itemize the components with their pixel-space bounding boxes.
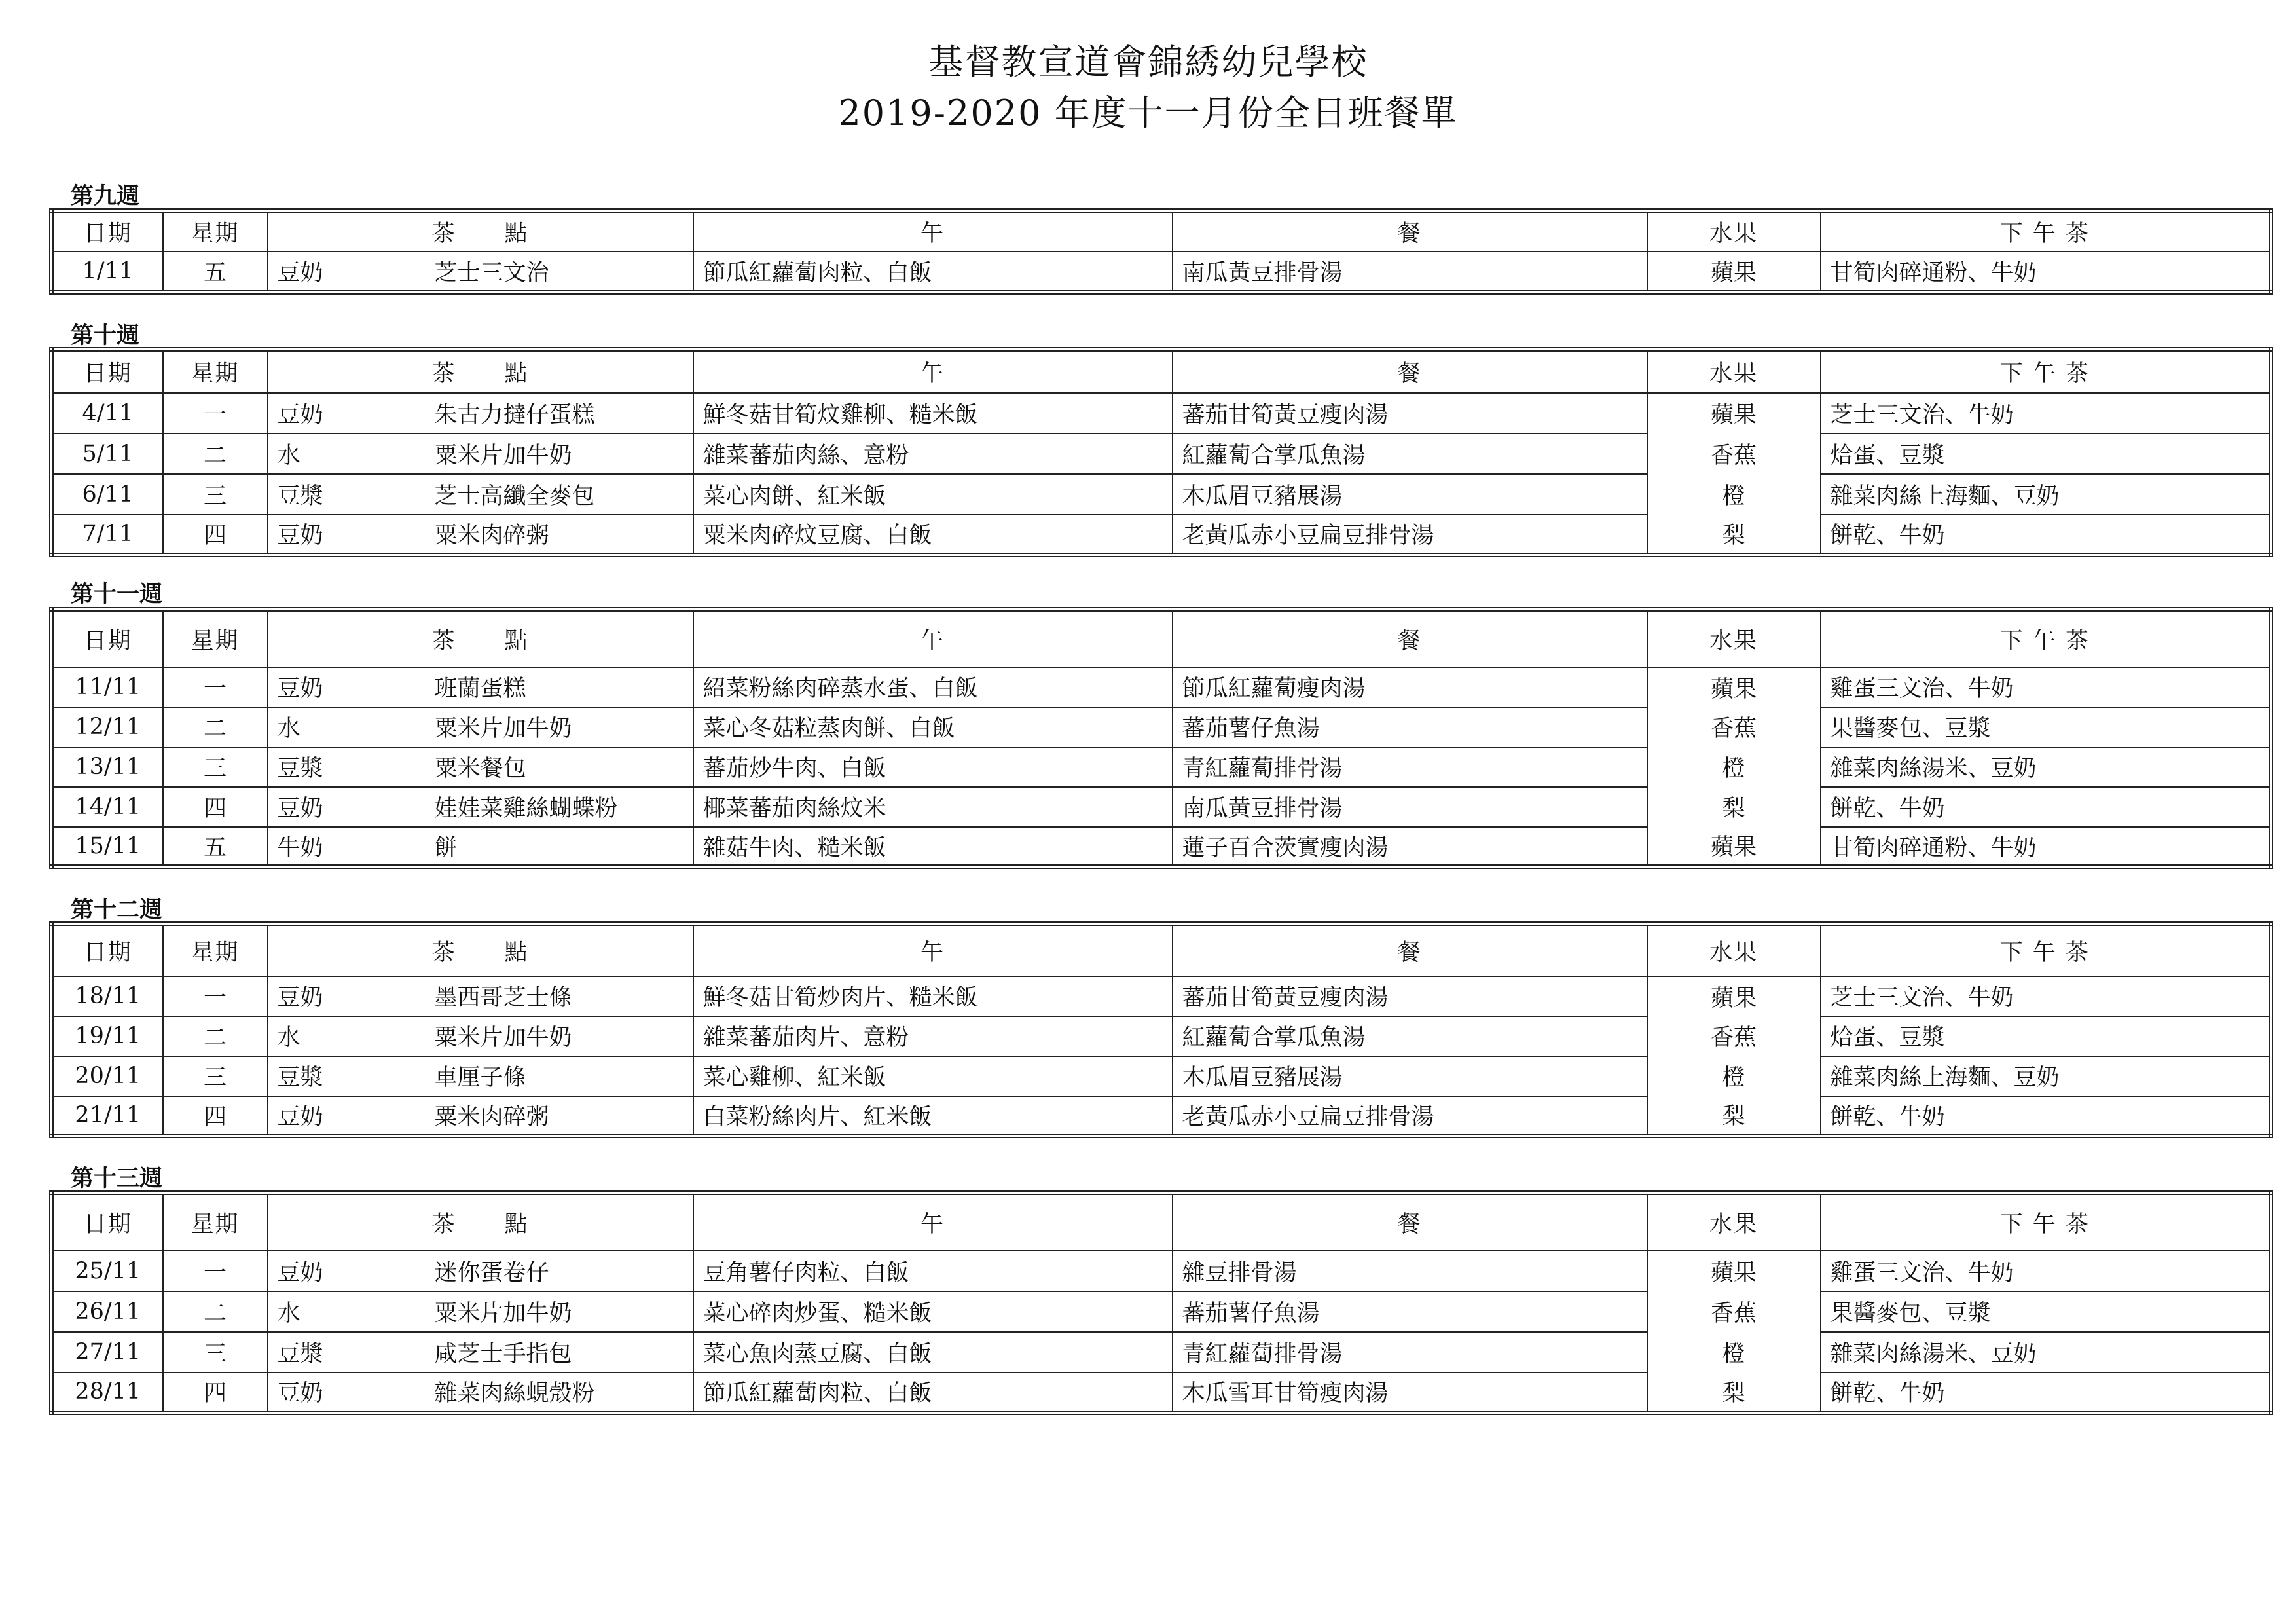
snack-cell <box>268 1251 693 1291</box>
snack-food: 餅 <box>434 834 458 861</box>
weekday-cell: 三 <box>163 1332 268 1373</box>
lunch-main-cell: 菜心魚肉蒸豆腐、白飯 <box>693 1332 1173 1373</box>
lunch-soup-cell: 老黃瓜赤小豆扁豆排骨湯 <box>1173 1096 1647 1136</box>
snack-cell <box>268 1373 693 1413</box>
snack-cell <box>268 393 693 434</box>
afternoon-tea-cell: 果醬麥包、豆漿 <box>1821 707 2271 747</box>
header-date: 日期 <box>52 211 163 251</box>
header-weekday: 星期 <box>163 1193 268 1251</box>
snack-cell <box>268 1291 693 1332</box>
lunch-soup-cell: 青紅蘿蔔排骨湯 <box>1173 1332 1647 1373</box>
weekday-cell: 一 <box>163 667 268 707</box>
weekday-cell: 一 <box>163 976 268 1016</box>
lunch-soup-cell: 紅蘿蔔合掌瓜魚湯 <box>1173 434 1647 474</box>
week-menu-table <box>49 1190 2273 1415</box>
week-menu-table <box>49 921 2273 1138</box>
fruit-cell: 梨 <box>1647 1096 1821 1136</box>
fruit-cell: 蘋果 <box>1647 976 1821 1016</box>
snack-drink: 豆漿 <box>277 756 323 782</box>
date-cell: 14/11 <box>52 787 163 827</box>
header-afternoon-tea: 下 午 茶 <box>1821 1193 2271 1251</box>
snack-food: 班蘭蛋糕 <box>434 676 526 702</box>
weekday-cell: 四 <box>163 1096 268 1136</box>
snack-drink: 豆奶 <box>277 1103 323 1130</box>
snack-drink: 豆漿 <box>277 1065 323 1091</box>
snack-cell <box>268 1332 693 1373</box>
date-cell: 1/11 <box>52 251 163 293</box>
lunch-main-cell: 菜心雞柳、紅米飯 <box>693 1056 1173 1096</box>
date-cell: 5/11 <box>52 434 163 474</box>
lunch-soup-cell: 木瓜眉豆豬展湯 <box>1173 1056 1647 1096</box>
week-label: 第十週 <box>71 322 140 349</box>
table-row <box>52 827 2271 867</box>
fruit-cell: 香蕉 <box>1647 434 1821 474</box>
snack-drink: 水 <box>277 442 301 469</box>
afternoon-tea-cell: 餅乾、牛奶 <box>1821 1096 2271 1136</box>
snack-cell <box>268 1016 693 1056</box>
snack-cell <box>268 434 693 474</box>
afternoon-tea-cell: 餅乾、牛奶 <box>1821 515 2271 555</box>
table-row <box>52 1056 2271 1096</box>
lunch-soup-cell: 蕃茄薯仔魚湯 <box>1173 1291 1647 1332</box>
date-cell: 26/11 <box>52 1291 163 1332</box>
header-weekday: 星期 <box>163 610 268 667</box>
snack-cell <box>268 827 693 867</box>
header-snack: 茶 點 <box>268 610 693 667</box>
header-afternoon-tea: 下 午 茶 <box>1821 924 2271 976</box>
fruit-cell: 香蕉 <box>1647 1016 1821 1056</box>
header-row <box>52 211 2271 251</box>
header-snack: 茶 點 <box>268 924 693 976</box>
header-afternoon-tea: 下 午 茶 <box>1821 610 2271 667</box>
date-cell: 25/11 <box>52 1251 163 1291</box>
afternoon-tea-cell: 雞蛋三文治、牛奶 <box>1821 1251 2271 1291</box>
snack-drink: 水 <box>277 716 301 742</box>
afternoon-tea-cell: 雜菜肉絲上海麵、豆奶 <box>1821 1056 2271 1096</box>
header-fruit: 水果 <box>1647 1193 1821 1251</box>
snack-drink: 豆奶 <box>277 259 323 286</box>
header-fruit: 水果 <box>1647 924 1821 976</box>
lunch-main-cell: 椰菜蕃茄肉絲炆米 <box>693 787 1173 827</box>
weekday-cell: 二 <box>163 707 268 747</box>
afternoon-tea-cell: 雞蛋三文治、牛奶 <box>1821 667 2271 707</box>
snack-cell <box>268 707 693 747</box>
weekday-cell: 一 <box>163 393 268 434</box>
afternoon-tea-cell: 芝士三文治、牛奶 <box>1821 976 2271 1016</box>
header-lunch-2: 餐 <box>1173 610 1647 667</box>
lunch-main-cell: 鮮冬菇甘筍炒肉片、糙米飯 <box>693 976 1173 1016</box>
snack-cell <box>268 747 693 787</box>
weekday-cell: 三 <box>163 474 268 515</box>
header-fruit: 水果 <box>1647 610 1821 667</box>
afternoon-tea-cell: 果醬麥包、豆漿 <box>1821 1291 2271 1332</box>
header-row <box>52 924 2271 976</box>
snack-cell <box>268 1096 693 1136</box>
header-fruit: 水果 <box>1647 211 1821 251</box>
lunch-main-cell: 節瓜紅蘿蔔肉粒、白飯 <box>693 251 1173 293</box>
header-snack: 茶 點 <box>268 211 693 251</box>
fruit-cell: 梨 <box>1647 1373 1821 1413</box>
snack-food: 車厘子條 <box>434 1065 526 1091</box>
snack-food: 雜菜肉絲蜆殼粉 <box>434 1380 595 1407</box>
afternoon-tea-cell: 甘筍肉碎通粉、牛奶 <box>1821 251 2271 293</box>
fruit-cell: 蘋果 <box>1647 251 1821 293</box>
fruit-cell: 蘋果 <box>1647 1251 1821 1291</box>
lunch-main-cell: 雜菜蕃茄肉絲、意粉 <box>693 434 1173 474</box>
date-cell: 21/11 <box>52 1096 163 1136</box>
week-label: 第十一週 <box>71 581 163 608</box>
table-row <box>52 976 2271 1016</box>
fruit-cell: 蘋果 <box>1647 393 1821 434</box>
snack-food: 粟米片加牛奶 <box>434 1025 572 1051</box>
snack-drink: 豆奶 <box>277 796 323 822</box>
lunch-main-cell: 豆角薯仔肉粒、白飯 <box>693 1251 1173 1291</box>
header-fruit: 水果 <box>1647 350 1821 393</box>
header-date: 日期 <box>52 1193 163 1251</box>
afternoon-tea-cell: 烚蛋、豆漿 <box>1821 434 2271 474</box>
header-lunch-2: 餐 <box>1173 350 1647 393</box>
header-snack: 茶 點 <box>268 1193 693 1251</box>
header-row <box>52 1193 2271 1251</box>
weekday-cell: 二 <box>163 434 268 474</box>
afternoon-tea-cell: 雜菜肉絲湯米、豆奶 <box>1821 1332 2271 1373</box>
header-afternoon-tea: 下 午 茶 <box>1821 211 2271 251</box>
snack-drink: 豆漿 <box>277 1340 323 1367</box>
snack-cell <box>268 515 693 555</box>
snack-cell <box>268 251 693 293</box>
weekday-cell: 五 <box>163 251 268 293</box>
lunch-soup-cell: 節瓜紅蘿蔔瘦肉湯 <box>1173 667 1647 707</box>
header-lunch: 午 <box>693 1193 1173 1251</box>
header-weekday: 星期 <box>163 350 268 393</box>
fruit-cell: 梨 <box>1647 787 1821 827</box>
school-name: 基督教宣道會錦綉幼兒學校 <box>928 41 1368 83</box>
fruit-cell: 橙 <box>1647 747 1821 787</box>
snack-food: 迷你蛋卷仔 <box>434 1259 549 1286</box>
lunch-soup-cell: 蕃茄甘筍黃豆瘦肉湯 <box>1173 976 1647 1016</box>
afternoon-tea-cell: 甘筍肉碎通粉、牛奶 <box>1821 827 2271 867</box>
fruit-cell: 蘋果 <box>1647 827 1821 867</box>
lunch-soup-cell: 青紅蘿蔔排骨湯 <box>1173 747 1647 787</box>
header-lunch: 午 <box>693 610 1173 667</box>
snack-food: 粟米片加牛奶 <box>434 442 572 469</box>
lunch-soup-cell: 南瓜黃豆排骨湯 <box>1173 251 1647 293</box>
header-lunch: 午 <box>693 211 1173 251</box>
snack-drink: 豆奶 <box>277 676 323 702</box>
weekday-cell: 四 <box>163 787 268 827</box>
snack-food: 粟米肉碎粥 <box>434 523 549 549</box>
week-label: 第十三週 <box>71 1165 163 1192</box>
lunch-soup-cell: 紅蘿蔔合掌瓜魚湯 <box>1173 1016 1647 1056</box>
week-menu-table <box>49 607 2273 869</box>
header-row <box>52 610 2271 667</box>
lunch-soup-cell: 雜豆排骨湯 <box>1173 1251 1647 1291</box>
lunch-soup-cell: 南瓜黃豆排骨湯 <box>1173 787 1647 827</box>
snack-food: 芝士三文治 <box>434 259 549 286</box>
snack-cell <box>268 667 693 707</box>
snack-cell <box>268 976 693 1016</box>
fruit-cell: 橙 <box>1647 1056 1821 1096</box>
week-label: 第九週 <box>71 183 140 210</box>
fruit-cell: 橙 <box>1647 474 1821 515</box>
fruit-cell: 香蕉 <box>1647 1291 1821 1332</box>
snack-cell <box>268 474 693 515</box>
table-row <box>52 1332 2271 1373</box>
date-cell: 4/11 <box>52 393 163 434</box>
weekday-cell: 四 <box>163 515 268 555</box>
menu-title: 2019-2020 年度十一月份全日班餐單 <box>838 92 1458 134</box>
header-date: 日期 <box>52 610 163 667</box>
weekday-cell: 四 <box>163 1373 268 1413</box>
table-row <box>52 515 2271 555</box>
weekday-cell: 三 <box>163 1056 268 1096</box>
date-cell: 7/11 <box>52 515 163 555</box>
week-menu-table <box>49 208 2273 295</box>
table-row <box>52 251 2271 293</box>
lunch-main-cell: 雜菇牛肉、糙米飯 <box>693 827 1173 867</box>
weekday-cell: 一 <box>163 1251 268 1291</box>
fruit-cell: 蘋果 <box>1647 667 1821 707</box>
lunch-main-cell: 菜心碎肉炒蛋、糙米飯 <box>693 1291 1173 1332</box>
lunch-main-cell: 雜菜蕃茄肉片、意粉 <box>693 1016 1173 1056</box>
table-row <box>52 474 2271 515</box>
snack-drink: 水 <box>277 1025 301 1051</box>
lunch-main-cell: 粟米肉碎炆豆腐、白飯 <box>693 515 1173 555</box>
snack-food: 朱古力撻仔蛋糕 <box>434 401 595 428</box>
snack-food: 粟米餐包 <box>434 756 526 782</box>
lunch-main-cell: 鮮冬菇甘筍炆雞柳、糙米飯 <box>693 393 1173 434</box>
fruit-cell: 橙 <box>1647 1332 1821 1373</box>
snack-food: 娃娃菜雞絲蝴蝶粉 <box>434 796 618 822</box>
snack-food: 粟米肉碎粥 <box>434 1103 549 1130</box>
afternoon-tea-cell: 烚蛋、豆漿 <box>1821 1016 2271 1056</box>
date-cell: 6/11 <box>52 474 163 515</box>
snack-drink: 豆漿 <box>277 483 323 509</box>
week-menu-table <box>49 347 2273 557</box>
snack-drink: 豆奶 <box>277 985 323 1011</box>
date-cell: 19/11 <box>52 1016 163 1056</box>
lunch-soup-cell: 老黃瓜赤小豆扁豆排骨湯 <box>1173 515 1647 555</box>
weekday-cell: 五 <box>163 827 268 867</box>
header-snack: 茶 點 <box>268 350 693 393</box>
snack-drink: 豆奶 <box>277 523 323 549</box>
afternoon-tea-cell: 雜菜肉絲上海麵、豆奶 <box>1821 474 2271 515</box>
week-label: 第十二週 <box>71 896 163 923</box>
snack-drink: 豆奶 <box>277 1380 323 1407</box>
header-lunch-2: 餐 <box>1173 924 1647 976</box>
lunch-soup-cell: 蕃茄薯仔魚湯 <box>1173 707 1647 747</box>
afternoon-tea-cell: 餅乾、牛奶 <box>1821 787 2271 827</box>
date-cell: 12/11 <box>52 707 163 747</box>
afternoon-tea-cell: 餅乾、牛奶 <box>1821 1373 2271 1413</box>
snack-food: 粟米片加牛奶 <box>434 716 572 742</box>
table-row <box>52 434 2271 474</box>
snack-food: 粟米片加牛奶 <box>434 1300 572 1327</box>
lunch-main-cell: 節瓜紅蘿蔔肉粒、白飯 <box>693 1373 1173 1413</box>
header-weekday: 星期 <box>163 924 268 976</box>
afternoon-tea-cell: 雜菜肉絲湯米、豆奶 <box>1821 747 2271 787</box>
lunch-main-cell: 菜心肉餅、紅米飯 <box>693 474 1173 515</box>
header-afternoon-tea: 下 午 茶 <box>1821 350 2271 393</box>
table-row <box>52 667 2271 707</box>
lunch-soup-cell: 木瓜眉豆豬展湯 <box>1173 474 1647 515</box>
lunch-main-cell: 蕃茄炒牛肉、白飯 <box>693 747 1173 787</box>
lunch-soup-cell: 蓮子百合茨實瘦肉湯 <box>1173 827 1647 867</box>
weekday-cell: 三 <box>163 747 268 787</box>
header-date: 日期 <box>52 924 163 976</box>
lunch-main-cell: 菜心冬菇粒蒸肉餅、白飯 <box>693 707 1173 747</box>
header-lunch: 午 <box>693 350 1173 393</box>
header-lunch: 午 <box>693 924 1173 976</box>
date-cell: 18/11 <box>52 976 163 1016</box>
fruit-cell: 梨 <box>1647 515 1821 555</box>
date-cell: 13/11 <box>52 747 163 787</box>
header-row <box>52 350 2271 393</box>
snack-food: 咸芝士手指包 <box>434 1340 572 1367</box>
table-row <box>52 747 2271 787</box>
header-weekday: 星期 <box>163 211 268 251</box>
afternoon-tea-cell: 芝士三文治、牛奶 <box>1821 393 2271 434</box>
lunch-soup-cell: 蕃茄甘筍黃豆瘦肉湯 <box>1173 393 1647 434</box>
table-row <box>52 707 2271 747</box>
snack-cell <box>268 787 693 827</box>
table-row <box>52 393 2271 434</box>
table-row <box>52 1096 2271 1136</box>
table-row <box>52 1016 2271 1056</box>
lunch-main-cell: 紹菜粉絲肉碎蒸水蛋、白飯 <box>693 667 1173 707</box>
date-cell: 20/11 <box>52 1056 163 1096</box>
weekday-cell: 二 <box>163 1291 268 1332</box>
snack-drink: 牛奶 <box>277 834 323 861</box>
header-lunch-2: 餐 <box>1173 211 1647 251</box>
table-row <box>52 1291 2271 1332</box>
date-cell: 28/11 <box>52 1373 163 1413</box>
snack-cell <box>268 1056 693 1096</box>
snack-drink: 水 <box>277 1300 301 1327</box>
table-row <box>52 787 2271 827</box>
table-row <box>52 1251 2271 1291</box>
lunch-soup-cell: 木瓜雪耳甘筍瘦肉湯 <box>1173 1373 1647 1413</box>
date-cell: 11/11 <box>52 667 163 707</box>
snack-food: 墨西哥芝士條 <box>434 985 572 1011</box>
lunch-main-cell: 白菜粉絲肉片、紅米飯 <box>693 1096 1173 1136</box>
date-cell: 15/11 <box>52 827 163 867</box>
fruit-cell: 香蕉 <box>1647 707 1821 747</box>
snack-drink: 豆奶 <box>277 1259 323 1286</box>
date-cell: 27/11 <box>52 1332 163 1373</box>
snack-drink: 豆奶 <box>277 401 323 428</box>
table-row <box>52 1373 2271 1413</box>
header-lunch-2: 餐 <box>1173 1193 1647 1251</box>
header-date: 日期 <box>52 350 163 393</box>
weekday-cell: 二 <box>163 1016 268 1056</box>
snack-food: 芝士高纖全麥包 <box>434 483 595 509</box>
